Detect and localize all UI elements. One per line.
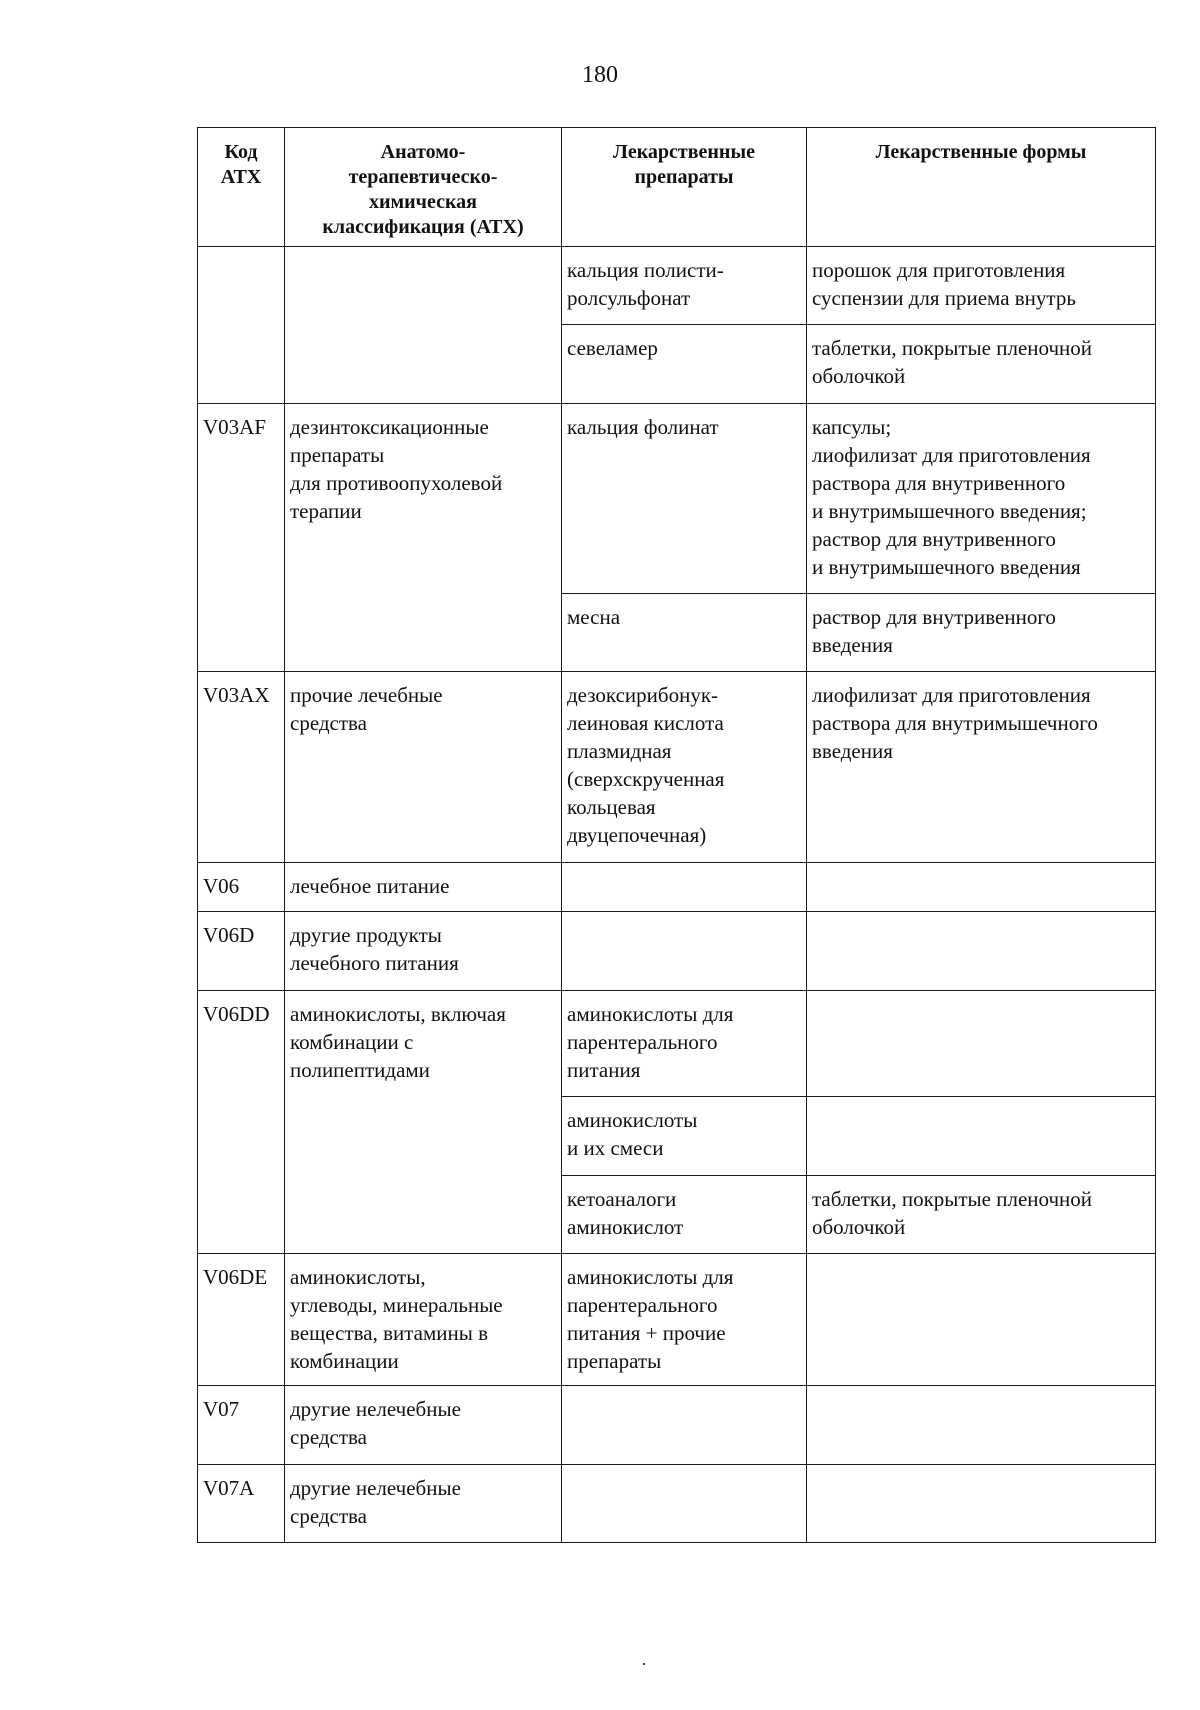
row-code: V06D [198,912,285,991]
row-drug [562,863,807,912]
row-form [807,1465,1156,1543]
row-classification: лечебное питание [285,863,562,912]
row-drug: севеламер [562,325,807,404]
row-classification: другие продукты лечебного питания [285,912,562,991]
atc-table [197,127,1156,1543]
row-form: таблетки, покрытые пленочной оболочкой [807,325,1156,404]
header-classification: Анатомо- терапевтическо- химическая классификация (АТХ) [285,128,562,247]
table-row [198,404,1156,594]
row-drug: аминокислоты для парентерального питания [562,991,807,1097]
row-form: порошок для приготовления суспензии для приема внутрь [807,247,1156,325]
row-drug: аминокислоты для парентерального питания + прочие препараты [562,1254,807,1386]
table-row [198,1386,1156,1465]
row-drug [562,912,807,991]
row-code: V07 [198,1386,285,1465]
row-drug: кетоаналоги аминокислот [562,1176,807,1254]
row-classification: аминокислоты, включая комбинации с полипептидами [285,991,562,1254]
table-header-row [198,128,1156,247]
row-drug: кальция фолинат [562,404,807,594]
table-row [198,1254,1156,1386]
table-row [198,912,1156,991]
row-drug: кальция полисти- ролсульфонат [562,247,807,325]
row-form: капсулы; лиофилизат для приготовления раствора для внутривенного и внутримышечного введения; раствор для внутривенного и внутримышечного введения [807,404,1156,594]
row-code: V03AF [198,404,285,672]
header-drugs: Лекарственные препараты [562,128,807,247]
row-code [198,247,285,404]
header-forms: Лекарственные формы [807,128,1156,247]
row-form: таблетки, покрытые пленочной оболочкой [807,1176,1156,1254]
table-row [198,1465,1156,1543]
table-row [198,863,1156,912]
row-drug [562,1465,807,1543]
row-classification: другие нелечебные средства [285,1465,562,1543]
header-code: Код АТХ [198,128,285,247]
row-form [807,1254,1156,1386]
table-row [198,672,1156,863]
table-row [198,991,1156,1097]
table-row [198,247,1156,325]
row-form [807,1097,1156,1176]
row-classification: другие нелечебные средства [285,1386,562,1465]
row-form [807,912,1156,991]
row-form [807,1386,1156,1465]
row-drug [562,1386,807,1465]
row-classification: аминокислоты, углеводы, минеральные вещества, витамины в комбинации [285,1254,562,1386]
row-code: V06DE [198,1254,285,1386]
row-code: V07A [198,1465,285,1543]
row-code: V06DD [198,991,285,1254]
row-code: V03AX [198,672,285,863]
row-form [807,863,1156,912]
row-drug: дезоксирибонук- леиновая кислота плазмидная (сверхскрученная кольцевая двуцепочечная) [562,672,807,863]
row-form: раствор для внутривенного введения [807,594,1156,672]
row-classification: дезинтоксикационные препараты для противоопухолевой терапии [285,404,562,672]
row-code: V06 [198,863,285,912]
scan-speck [643,1663,645,1665]
page-number: 180 [582,62,618,88]
row-classification [285,247,562,404]
row-classification: прочие лечебные средства [285,672,562,863]
row-drug: аминокислоты и их смеси [562,1097,807,1176]
row-form: лиофилизат для приготовления раствора для внутримышечного введения [807,672,1156,863]
row-drug: месна [562,594,807,672]
row-form [807,991,1156,1097]
